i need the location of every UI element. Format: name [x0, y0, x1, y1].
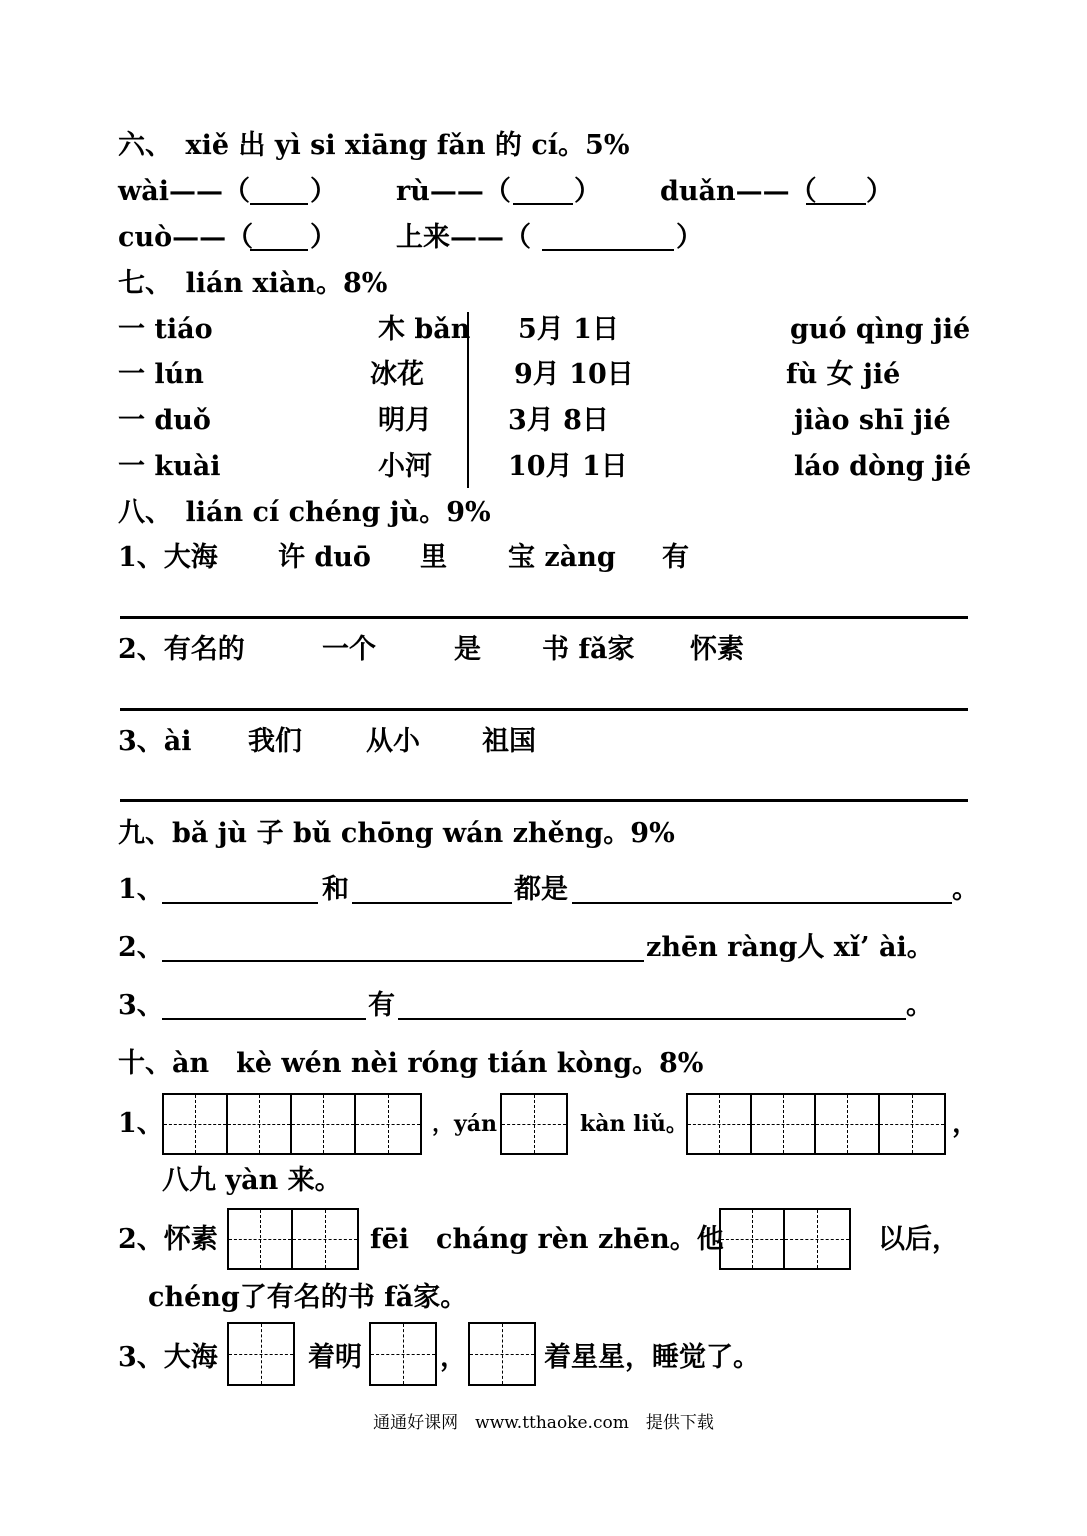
- question-number: 1、: [118, 1108, 164, 1139]
- word-chip: 一个: [322, 634, 376, 665]
- word-chip: 许 duō: [278, 542, 371, 573]
- answer-blank[interactable]: [542, 249, 674, 251]
- sentence-text: fēi cháng rèn zhēn。他: [370, 1224, 724, 1255]
- match-holiday-item[interactable]: jiào shī jié: [794, 405, 951, 436]
- antonym-prompt-duan: duǎn——（: [660, 176, 817, 207]
- tianzige-grid[interactable]: [162, 1093, 422, 1155]
- match-holiday-item[interactable]: láo dòng jié: [794, 451, 972, 482]
- sentence-text: chéng了有名的书 fǎ家。: [148, 1282, 468, 1313]
- divider-line: [467, 312, 469, 488]
- antonym-prompt-ru: rù——（: [396, 176, 511, 207]
- paren-close: ）: [676, 222, 703, 253]
- word-chip: 书 fǎ家: [542, 634, 635, 665]
- tianzige-cell[interactable]: [371, 1324, 435, 1384]
- word-chip: 从小: [366, 726, 420, 757]
- word-chip: 有: [662, 542, 689, 573]
- answer-blank[interactable]: [398, 1018, 906, 1020]
- tianzige-cell[interactable]: [229, 1210, 293, 1268]
- match-mid-item[interactable]: 木 bǎn: [378, 314, 471, 345]
- tianzige-cell[interactable]: [293, 1210, 357, 1268]
- answer-blank[interactable]: [513, 203, 573, 205]
- match-left-item[interactable]: 一 kuài: [118, 451, 221, 482]
- word-chip: 我们: [248, 726, 302, 757]
- answer-line[interactable]: [120, 708, 968, 711]
- word-chip: 宝 zàng: [508, 542, 616, 573]
- sentence-text: ，: [952, 1108, 979, 1139]
- word-chip: 里: [420, 542, 447, 573]
- paren-close: ）: [310, 222, 337, 253]
- tianzige-cell[interactable]: [164, 1095, 228, 1153]
- match-date-item[interactable]: 10月 1日: [508, 451, 628, 482]
- match-left-item[interactable]: 一 duǒ: [118, 405, 211, 436]
- word-chip: 怀素: [690, 634, 744, 665]
- sentence-text: 八九 yàn 来。: [162, 1165, 342, 1196]
- tianzige-cell[interactable]: [356, 1095, 420, 1153]
- word-chip: 祖国: [482, 726, 536, 757]
- section-7-title: 七、 lián xiàn。8%: [118, 268, 388, 299]
- sentence-text: ，yán: [432, 1111, 498, 1137]
- tianzige-grid[interactable]: [719, 1208, 851, 1270]
- match-mid-item[interactable]: 冰花: [370, 359, 424, 390]
- section-6-title: 六、 xiě 出 yì si xiāng fǎn 的 cí。5%: [118, 130, 630, 161]
- answer-blank[interactable]: [806, 203, 866, 205]
- tianzige-grid[interactable]: [227, 1208, 359, 1270]
- answer-blank[interactable]: [250, 249, 308, 251]
- question-number: 2、怀素: [118, 1224, 218, 1255]
- word-chip: 1、大海: [118, 542, 218, 573]
- question-number: 3、大海: [118, 1342, 218, 1373]
- antonym-prompt-cuo: cuò——（: [118, 222, 254, 253]
- tianzige-cell[interactable]: [292, 1095, 356, 1153]
- tianzige-cell[interactable]: [470, 1324, 534, 1384]
- sentence-end: 。: [952, 874, 979, 905]
- match-date-item[interactable]: 9月 10日: [514, 359, 634, 390]
- answer-blank[interactable]: [250, 203, 308, 205]
- tianzige-grid[interactable]: [227, 1322, 295, 1386]
- match-mid-item[interactable]: 明月: [378, 405, 432, 436]
- sentence-text: kàn liǔ。: [580, 1111, 688, 1137]
- paren-close: ）: [310, 176, 337, 207]
- paren-close: ）: [574, 176, 601, 207]
- sentence-end: 。: [906, 990, 933, 1021]
- sentence-text: 着明: [308, 1342, 362, 1373]
- sentence-text: 都是: [514, 874, 568, 905]
- match-holiday-item[interactable]: guó qìng jié: [790, 314, 971, 345]
- section-9-title: 九、bǎ jù 子 bǔ chōng wán zhěng。9%: [118, 818, 675, 849]
- word-chip: 2、有名的: [118, 634, 245, 665]
- tianzige-grid[interactable]: [686, 1093, 946, 1155]
- tianzige-grid[interactable]: [369, 1322, 437, 1386]
- sentence-text: 有: [368, 990, 395, 1021]
- tianzige-cell[interactable]: [785, 1210, 849, 1268]
- paren-close: ）: [866, 176, 893, 207]
- word-chip: 是: [454, 634, 481, 665]
- tianzige-cell[interactable]: [229, 1324, 293, 1384]
- sentence-text: 着星星，睡觉了。: [544, 1342, 760, 1373]
- sentence-text: zhēn ràng人 xǐ’ ài。: [646, 932, 934, 963]
- answer-blank[interactable]: [352, 902, 512, 904]
- sentence-text: ，: [440, 1342, 467, 1373]
- answer-blank[interactable]: [162, 960, 644, 962]
- sentence-text: 以后，: [878, 1224, 959, 1255]
- answer-line[interactable]: [120, 616, 968, 619]
- tianzige-cell[interactable]: [688, 1095, 752, 1153]
- word-chip: 3、ài: [118, 726, 192, 757]
- tianzige-cell[interactable]: [721, 1210, 785, 1268]
- match-mid-item[interactable]: 小河: [378, 451, 432, 482]
- question-number: 1、: [118, 874, 164, 905]
- tianzige-grid[interactable]: [468, 1322, 536, 1386]
- match-holiday-item[interactable]: fù 女 jié: [786, 359, 901, 390]
- sentence-text: 和: [322, 874, 349, 905]
- tianzige-grid[interactable]: [500, 1093, 568, 1155]
- antonym-prompt-shanglai: 上来——（: [396, 222, 531, 253]
- tianzige-cell[interactable]: [816, 1095, 880, 1153]
- question-number: 2、: [118, 932, 164, 963]
- match-date-item[interactable]: 3月 8日: [508, 405, 609, 436]
- tianzige-cell[interactable]: [228, 1095, 292, 1153]
- footer-source: 通通好课网 www.tthaoke.com 提供下载: [373, 1413, 714, 1433]
- tianzige-cell[interactable]: [502, 1095, 566, 1153]
- section-8-title: 八、 lián cí chéng jù。9%: [118, 497, 491, 528]
- answer-blank[interactable]: [162, 1018, 366, 1020]
- answer-line[interactable]: [120, 799, 968, 802]
- answer-blank[interactable]: [162, 902, 318, 904]
- antonym-prompt-wai: wài——（: [118, 176, 250, 207]
- section-10-title: 十、àn kè wén nèi róng tián kòng。8%: [118, 1048, 704, 1079]
- tianzige-cell[interactable]: [752, 1095, 816, 1153]
- answer-blank[interactable]: [572, 902, 952, 904]
- match-left-item[interactable]: 一 tiáo: [118, 314, 213, 345]
- question-number: 3、: [118, 990, 164, 1021]
- tianzige-cell[interactable]: [880, 1095, 944, 1153]
- match-date-item[interactable]: 5月 1日: [518, 314, 619, 345]
- match-left-item[interactable]: 一 lún: [118, 359, 204, 390]
